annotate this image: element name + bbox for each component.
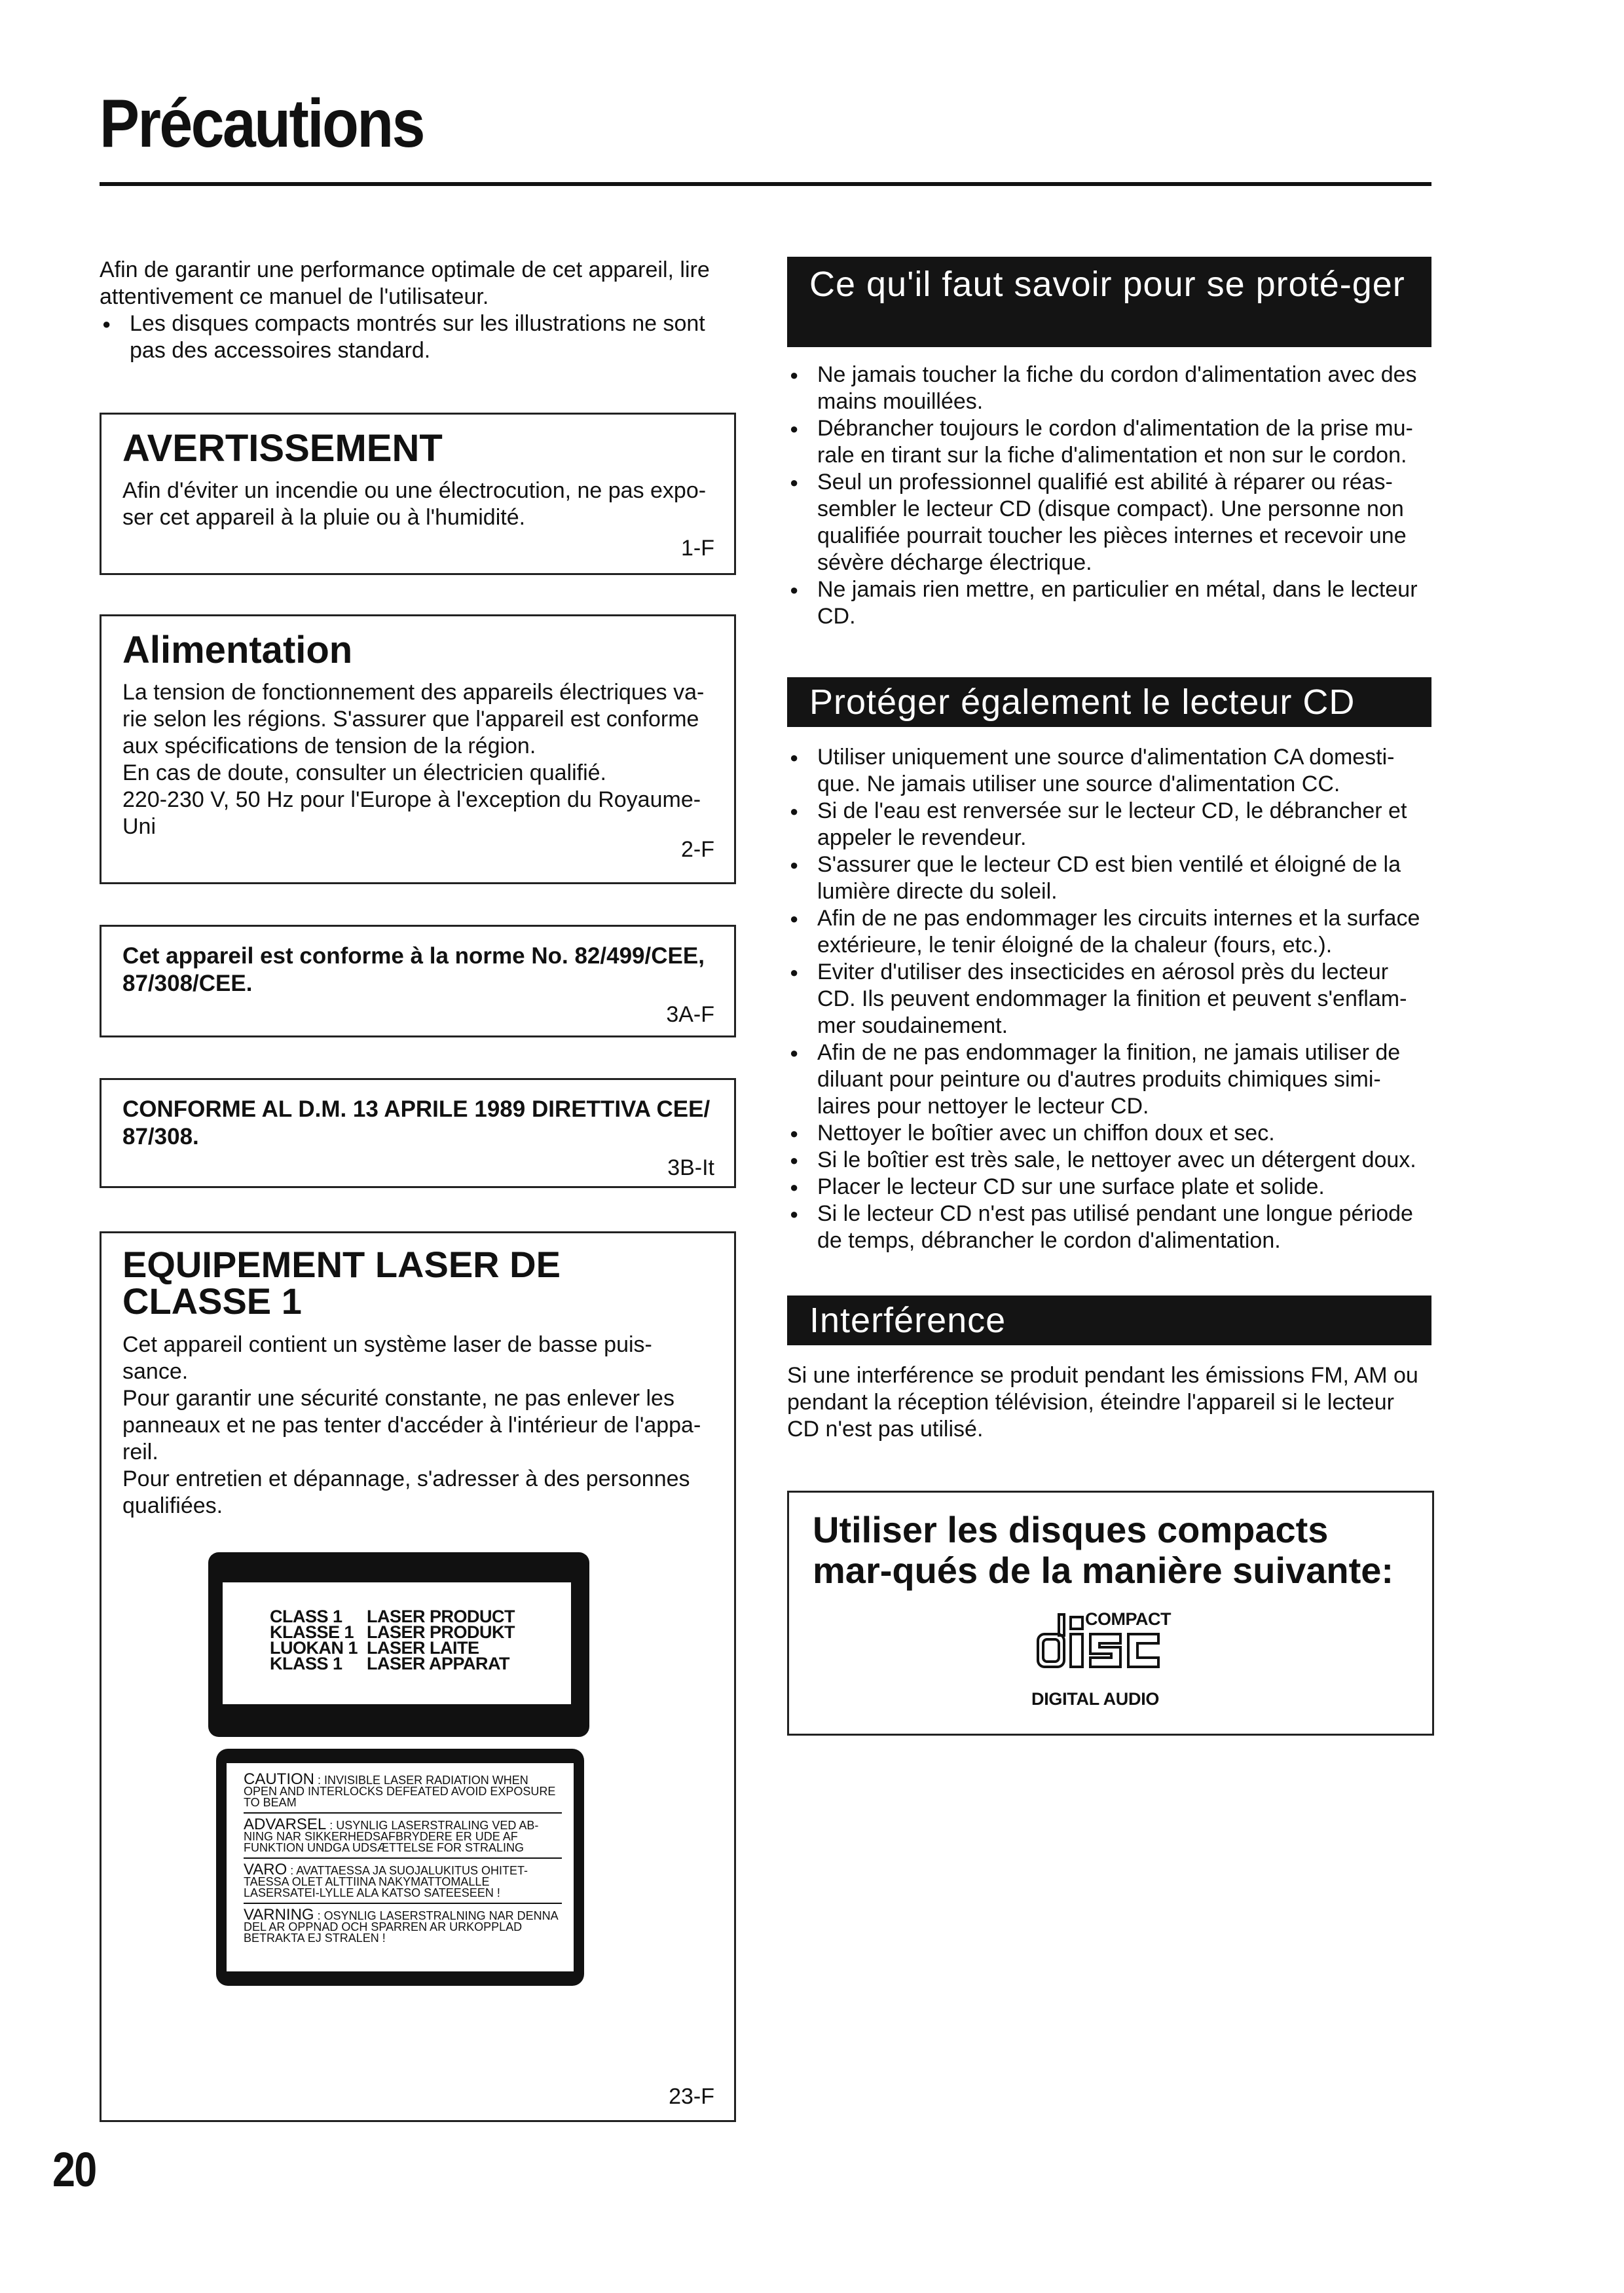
interference-text: Si une interférence se produit pendant les émissions FM, AM ou pendant la réception télévision, éteindre l'appareil si le lecteur CD n'est pas utilisé.: [787, 1363, 1418, 1442]
protect-list: [787, 362, 1431, 630]
power-box: [100, 614, 736, 884]
class1-row: LUOKAN 1 LASER LAITE: [270, 1638, 479, 1658]
player-bullet: ● Si le boîtier est très sale, le nettoyer avec un détergent doux.: [787, 1147, 1431, 1174]
cee-code: 3A-F: [666, 1002, 714, 1027]
power-code: 2-F: [681, 837, 714, 862]
compact-disc-logo: [1030, 1609, 1187, 1707]
cee-box: [100, 925, 736, 1037]
disc-heading: Utiliser les disques compacts mar-qués de la manière suivante:: [813, 1509, 1394, 1591]
warning-heading: AVERTISSEMENT: [122, 427, 443, 470]
page-number: 20: [52, 2142, 96, 2197]
caution-entry: CAUTION : INVISIBLE LASER RADIATION WHEN OPEN AND INTERLOCKS DEFEATED AVOID EXPOSURE TO BEAM: [244, 1774, 562, 1814]
warning-text: Afin d'éviter un incendie ou une électrocution, ne pas expo-ser cet appareil à la pluie ou à l'humidité.: [122, 478, 707, 530]
logo-compact-text: COMPACT: [1085, 1609, 1171, 1629]
logo-digital-audio-text: DIGITAL AUDIO: [1031, 1689, 1160, 1709]
protect-banner: [787, 257, 1431, 347]
power-line: 220-230 V, 50 Hz pour l'Europe à l'exception du Royaume-Uni: [122, 787, 701, 839]
class1-table: [270, 1609, 515, 1671]
dm-text: CONFORME AL D.M. 13 APRILE 1989 DIRETTIVA CEE/ 87/308.: [122, 1096, 710, 1149]
protect-bullet: ● Seul un professionnel qualifié est abilité à réparer ou réas-sembler le lecteur CD (disque compact). Une personne non qualifiée pourrait toucher les pièces internes et recevoir une sévère décharge électrique.: [787, 469, 1431, 576]
title-divider: [100, 182, 1431, 186]
player-bullet: ● Si le lecteur CD n'est pas utilisé pendant une longue période de temps, débrancher le cordon d'alimentation.: [787, 1201, 1431, 1254]
page-title: Précautions: [100, 86, 424, 162]
intro-section: [100, 257, 736, 364]
caution-entry: VARO : AVATTAESSA JA SUOJALUKITUS OHITET-TAESSA OLET ALTTIINA NAKYMATTOMALLE LASERSATEI-LYLLE ALA KATSO SATEESEEN !: [244, 1864, 562, 1904]
protect-heading: Ce qu'il faut savoir pour se proté-ger: [809, 265, 1405, 304]
player-list: [787, 744, 1431, 1254]
intro-paragraph: Afin de garantir une performance optimale de cet appareil, lire attentivement ce manuel de l'utilisateur.: [100, 257, 710, 309]
player-bullet: ● Eviter d'utiliser des insecticides en aérosol près du lecteur CD. Ils peuvent endommager la finition et peuvent s'enflam-mer soudainement.: [787, 959, 1431, 1039]
class1-row: KLASS 1 LASER APPARAT: [270, 1654, 510, 1673]
interference-heading: Interférence: [809, 1301, 1006, 1340]
warning-code: 1-F: [681, 536, 714, 561]
class1-label: [208, 1552, 589, 1737]
player-bullet: ● Utiliser uniquement une source d'alimentation CA domesti-que. Ne jamais utiliser une source d'alimentation CC.: [787, 744, 1431, 798]
player-bullet: ● S'assurer que le lecteur CD est bien ventilé et éloigné de la lumière directe du soleil.: [787, 851, 1431, 905]
dm-code: 3B-It: [667, 1155, 714, 1180]
disc-box: [787, 1491, 1434, 1736]
class1-row: CLASS 1 LASER PRODUCT: [270, 1607, 515, 1626]
player-bullet: ● Nettoyer le boîtier avec un chiffon doux et sec.: [787, 1120, 1431, 1147]
intro-bullet: ● Les disques compacts montrés sur les illustrations ne sont pas des accessoires standard.: [100, 310, 736, 364]
caution-entry: ADVARSEL : USYNLIG LASERSTRALING VED AB-NING NAR SIKKERHEDSAFBRYDERE ER UDE AF FUNKTION UNDGA UDSÆTTELSE FOR STRALING: [244, 1819, 562, 1859]
laser-paragraph: Pour entretien et dépannage, s'adresser à des personnes qualifiées.: [122, 1466, 690, 1518]
player-bullet: ● Si de l'eau est renversée sur le lecteur CD, le débrancher et appeler le revendeur.: [787, 798, 1431, 851]
laser-paragraph: Cet appareil contient un système laser de basse puis-sance.: [122, 1332, 652, 1384]
class1-label-inner: [223, 1582, 571, 1704]
warning-box: [100, 413, 736, 575]
laser-paragraph: Pour garantir une sécurité constante, ne pas enlever les panneaux et ne pas tenter d'accéder à l'intérieur de l'appa-reil.: [122, 1386, 701, 1464]
protect-bullet: ● Ne jamais rien mettre, en particulier en métal, dans le lecteur CD.: [787, 576, 1431, 630]
player-bullet: ● Afin de ne pas endommager les circuits internes et la surface extérieure, le tenir éloigné de la chaleur (fours, etc.).: [787, 905, 1431, 959]
protect-bullet: ● Ne jamais toucher la fiche du cordon d'alimentation avec des mains mouillées.: [787, 362, 1431, 415]
protect-bullet: ● Débrancher toujours le cordon d'alimentation de la prise mu-rale en tirant sur la fiche d'alimentation et non sur le cordon.: [787, 415, 1431, 469]
class1-row: KLASSE 1 LASER PRODUKT: [270, 1622, 515, 1642]
player-heading: Protéger également le lecteur CD: [809, 682, 1356, 722]
power-heading: Alimentation: [122, 629, 353, 671]
laser-heading: EQUIPEMENT LASER DE CLASSE 1: [122, 1244, 561, 1322]
dm-box: [100, 1078, 736, 1188]
caution-label-inner: [227, 1763, 574, 1971]
cee-text: Cet appareil est conforme à la norme No. 82/499/CEE, 87/308/CEE.: [122, 943, 705, 996]
player-bullet: ● Afin de ne pas endommager la finition, ne jamais utiliser de diluant pour peinture ou d'autres produits chimiques simi-laires pour nettoyer le lecteur CD.: [787, 1039, 1431, 1120]
caution-label: [216, 1749, 584, 1986]
player-bullet: ● Placer le lecteur CD sur une surface plate et solide.: [787, 1174, 1431, 1201]
interference-banner: [787, 1296, 1431, 1345]
laser-code: 23-F: [669, 2084, 714, 2109]
caution-entry: VARNING : OSYNLIG LASERSTRALNING NAR DENNA DEL AR OPPNAD OCH SPARREN AR URKOPPLAD BETRAKTA EJ STRALEN !: [244, 1906, 558, 1945]
player-banner: [787, 677, 1431, 727]
power-line: La tension de fonctionnement des appareils électriques va-rie selon les régions. S'assurer que l'appareil est conforme aux spécifications de tension de la région.: [122, 680, 705, 758]
power-line: En cas de doute, consulter un électricien qualifié.: [122, 760, 607, 785]
disc-wordmark-icon: [1030, 1609, 1187, 1688]
